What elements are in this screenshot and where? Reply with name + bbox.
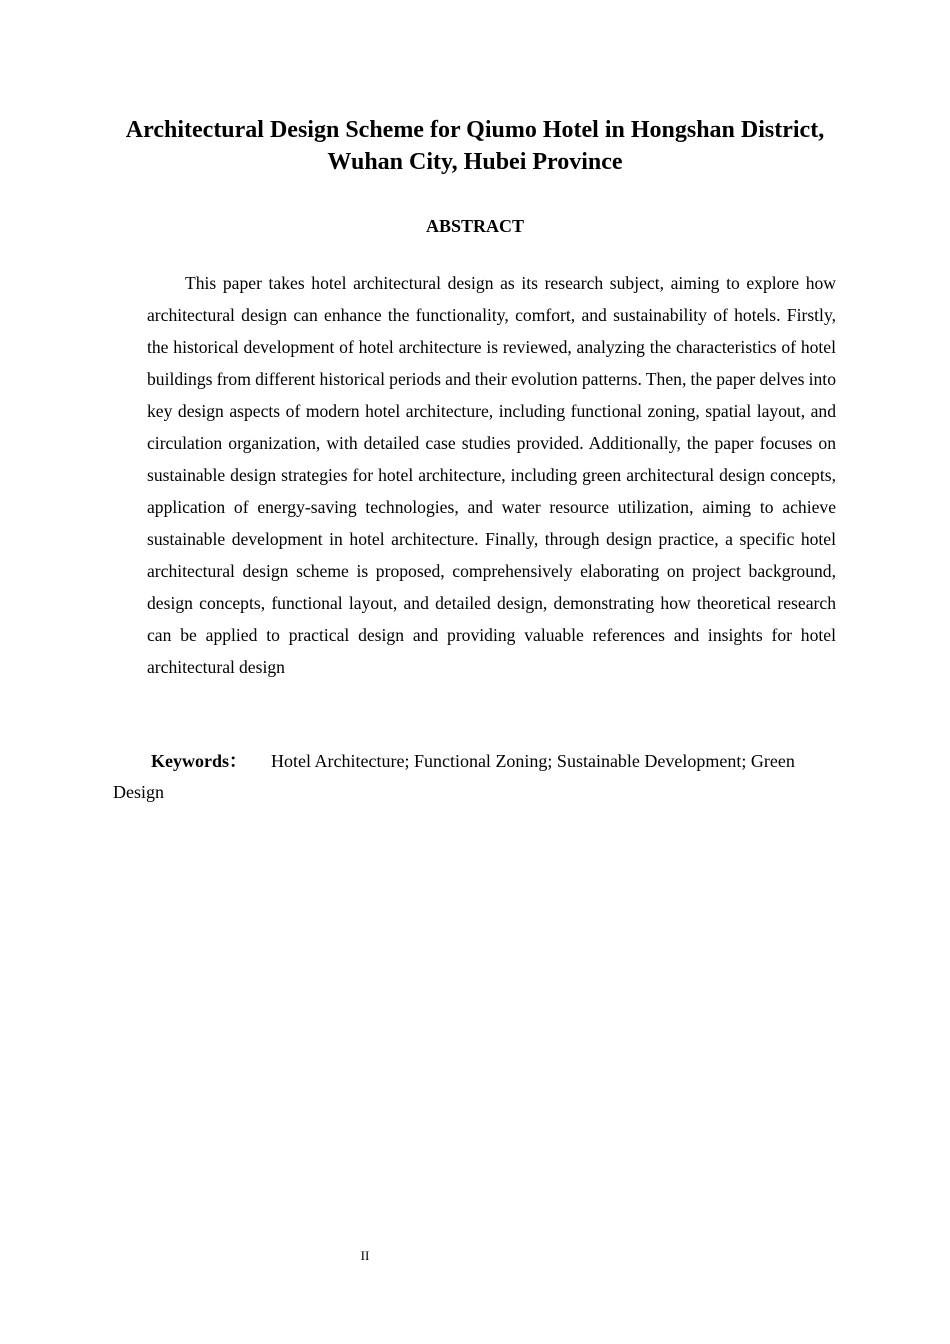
page-title: Architectural Design Scheme for Qiumo Hotel in Hongshan District, Wuhan City, Hubei Province — [125, 117, 825, 175]
abstract-body: This paper takes hotel architectural design as its research subject, aiming to explore how architectural design can enhance the functionality, comfort, and sustainability of hotels. Firstly, the historical development of hotel architecture is reviewed, analyzing the characteristics of hotel buildings from different historical periods and their evolution patterns. Then, the paper delves into key design aspects of modern hotel architecture, including functional zoning, spatial layout, and circulation organization, with detailed case studies provided. Additionally, the paper focuses on sustainable design strategies for hotel architecture, including green architectural design concepts, application of energy-saving technologies, and water resource utilization, aiming to achieve sustainable development in hotel architecture. Finally, through design practice, a specific hotel architectural design scheme is proposed, comprehensively elaborating on project background, design concepts, functional layout, and detailed design, demonstrating how theoretical research can be applied to practical design and providing valuable references and insights for hotel architectural design — [147, 273, 836, 677]
keywords-label: Keywords： — [151, 751, 247, 771]
keywords-paragraph — [113, 746, 823, 808]
keywords-list: Hotel Architecture; Functional Zoning; Sustainable Development; Green Design — [113, 751, 795, 802]
abstract-heading: ABSTRACT — [425, 216, 525, 236]
page-number: II — [360, 1248, 370, 1263]
